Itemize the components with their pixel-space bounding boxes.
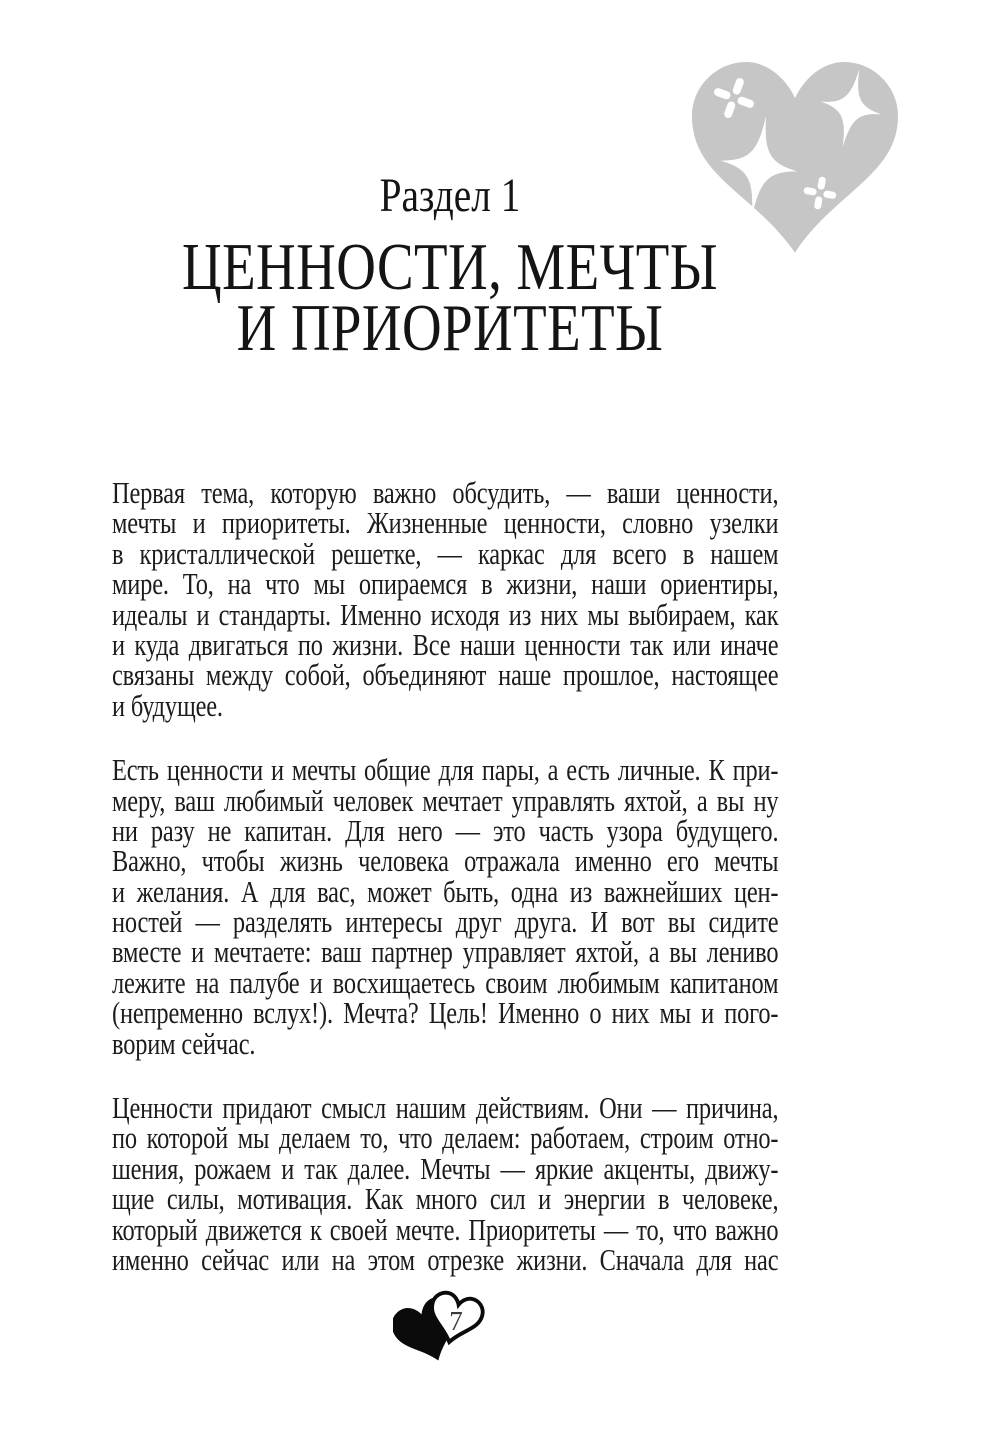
chapter-title	[173, 230, 727, 365]
section-label: Раздел 1	[379, 169, 521, 222]
two-hearts-ornament	[393, 1289, 493, 1369]
paragraph	[112, 1093, 778, 1275]
text-line: мечты и приоритеты. Жизненные ценности, словно узелки	[112, 506, 779, 541]
text-line: ворим сейчас.	[112, 1026, 256, 1061]
text-line: Ценности придают смысл нашим действиям. Они — причина,	[112, 1091, 779, 1126]
text-line: по которой мы делаем то, что делаем: работаем, строим отно-	[112, 1121, 779, 1156]
text-line: шения, рожаем и так далее. Мечты — яркие акценты, движу-	[112, 1151, 779, 1186]
text-line: (непременно вслух!). Мечта? Цель! Именно о них мы и пого-	[112, 996, 779, 1031]
chapter-title-line1: ЦЕННОСТИ, МЕЧТЫ	[181, 230, 719, 304]
chapter-title-line2: И ПРИОРИТЕТЫ	[236, 291, 664, 365]
text-line: меру, ваш любимый человек мечтает управлять яхтой, а вы ну	[112, 783, 779, 818]
text-line: лежите на палубе и восхищаетесь своим любимым капитаном	[112, 965, 779, 1000]
text-line: который движется к своей мечте. Приоритеты — то, что важно	[112, 1212, 779, 1247]
text-line: в кристаллической решетке, — каркас для всего в нашем	[112, 536, 779, 571]
text-line: мире. То, на что мы опираемся в жизни, наши ориентиры,	[112, 567, 779, 602]
text-line: связаны между собой, объединяют наше прошлое, настоящее	[112, 658, 779, 693]
text-line: Первая тема, которую важно обсудить, — ваши ценности,	[112, 476, 779, 510]
text-line: ностей — разделять интересы друг друга. И вот вы сидите	[112, 905, 779, 940]
text-line: Важно, чтобы жизнь человека отражала именно его мечты	[112, 844, 779, 879]
paragraph	[112, 478, 778, 721]
text-line: и будущее.	[112, 688, 223, 723]
text-line: и куда двигаться по жизни. Все наши ценности так или иначе	[112, 627, 779, 662]
text-line: именно сейчас или на этом отрезке жизни. Сначала для нас	[112, 1242, 779, 1277]
text-line: Есть ценности и мечты общие для пары, а есть личные. К при-	[112, 753, 779, 788]
text-line: и желания. А для вас, может быть, одна из важнейших цен-	[112, 874, 779, 909]
text-line: идеалы и стандарты. Именно исходя из них мы выбираем, как	[112, 597, 779, 632]
text-line: вместе и мечтаете: ваш партнер управляет яхтой, а вы лениво	[112, 935, 779, 970]
paragraph	[112, 755, 778, 1059]
text-line: ни разу не капитан. Для него — это часть узора будущего.	[112, 813, 779, 848]
body-text	[112, 478, 778, 1275]
sparkle-heart-logo	[692, 62, 898, 254]
text-line: щие силы, мотивация. Как много сил и энергии в человеке,	[112, 1182, 779, 1217]
page-number: 7	[449, 1306, 463, 1336]
